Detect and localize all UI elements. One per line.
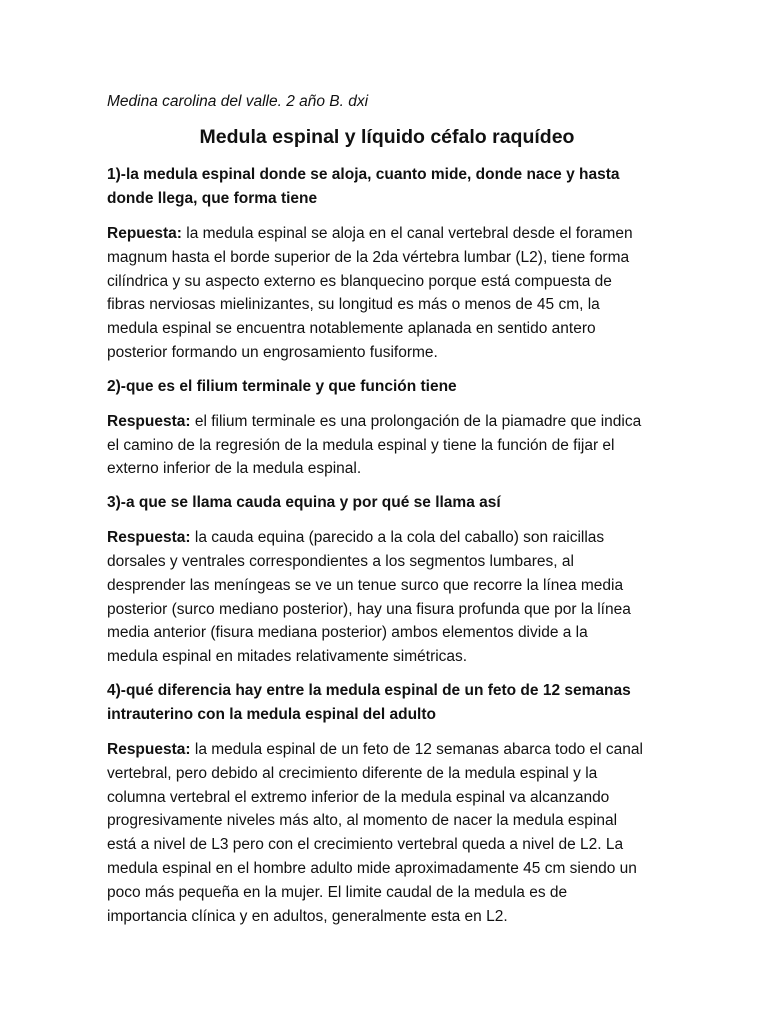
answer-line: posterior formando un engrosamiento fusiforme.: [107, 343, 438, 361]
answer-line: importancia clínica y en adultos, generalmente esta en L2.: [107, 907, 508, 925]
question-line: 3)-a que se llama cauda equina y por qué se llama así: [107, 494, 501, 512]
answer-line: columna vertebral el extremo inferior de la medula espinal va alcanzando: [107, 788, 610, 806]
author-line: Medina carolina del valle. 2 año B. dxi: [107, 93, 369, 110]
document-body: [107, 91, 667, 938]
answer-label: Respuesta:: [107, 740, 191, 758]
answer-line: [107, 738, 667, 762]
answer-line: vertebral, pero debido al crecimiento diferente de la medula espinal y la: [107, 764, 598, 782]
answer-line: dorsales y ventrales correspondientes a los segmentos lumbares, al: [107, 552, 574, 570]
answer-text: la medula espinal se aloja en el canal vertebral desde el foramen: [181, 225, 633, 242]
answer-text: el filium terminale es una prolongación de la piamadre que indica: [190, 412, 642, 430]
question-line: 2)-que es el filium terminale y que función tiene: [107, 377, 457, 395]
answer-label: Respuesta:: [107, 529, 191, 547]
answer-line: medula espinal en mitades relativamente simétricas.: [107, 648, 468, 666]
answer-line: [107, 526, 667, 550]
question-line: intrauterino con la medula espinal del adulto: [107, 705, 436, 723]
question-line: donde llega, que forma tiene: [107, 190, 318, 207]
answer-line: fibras nerviosas mielinizantes, su longitud es más o menos de 45 cm, la: [107, 296, 600, 314]
answer-3: [107, 526, 667, 669]
answer-line: medula espinal se encuentra notablemente aplanada en sentido antero: [107, 320, 596, 338]
answer-1: [107, 222, 667, 365]
question-line: 1)-la medula espinal donde se aloja, cuanto mide, donde nace y hasta: [107, 166, 620, 183]
question-4: [107, 679, 667, 727]
answer-line: el camino de la regresión de la medula espinal y tiene la función de fijar el: [107, 436, 615, 454]
answer-line: desprender las meníngeas se ve un tenue surco que recorre la línea media: [107, 576, 624, 594]
answer-text: la cauda equina (parecido a la cola del caballo) son raicillas: [190, 529, 605, 547]
answer-4: [107, 738, 667, 928]
answer-line: progresivamente niveles más alto, al momento de nacer la medula espinal: [107, 812, 618, 830]
question-2: [107, 375, 667, 399]
answer-line: posterior (surco mediano posterior), hay una fisura profunda que por la línea: [107, 600, 631, 618]
answer-line: magnum hasta el borde superior de la 2da vértebra lumbar (L2), tiene forma: [107, 248, 630, 266]
answer-line: [107, 222, 667, 246]
answer-line: está a nivel de L3 pero con el crecimiento vertebral queda a nivel de L2. La: [107, 836, 624, 854]
answer-line: cilíndrica y su aspecto externo es blanquecino porque está compuesta de: [107, 272, 612, 290]
answer-line: poco más pequeña en la mujer. El limite caudal de la medula es de: [107, 883, 568, 901]
answer-2: [107, 410, 667, 481]
answer-line: media anterior (fisura mediana posterior) ambos elementos divide a la: [107, 624, 588, 642]
answer-text: la medula espinal de un feto de 12 semanas abarca todo el canal: [190, 740, 643, 758]
answer-line: externo inferior de la medula espinal.: [107, 460, 362, 478]
document-title: Medula espinal y líquido céfalo raquídeo: [199, 126, 575, 148]
answer-label: Respuesta:: [107, 412, 191, 430]
question-3: [107, 491, 667, 515]
answer-label: Repuesta:: [107, 225, 182, 242]
question-1: [107, 163, 667, 211]
question-line: 4)-qué diferencia hay entre la medula espinal de un feto de 12 semanas: [107, 681, 631, 699]
answer-line: medula espinal en el hombre adulto mide aproximadamente 45 cm siendo un: [107, 859, 637, 877]
answer-line: [107, 410, 667, 434]
